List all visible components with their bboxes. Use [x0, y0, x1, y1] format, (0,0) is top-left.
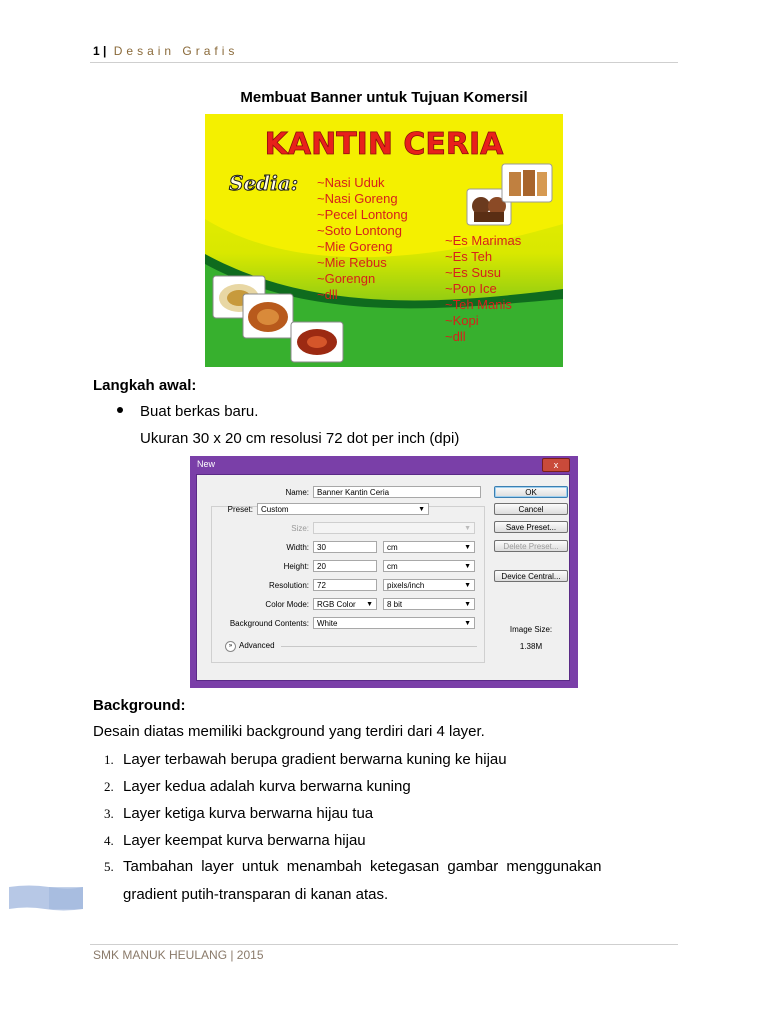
name-label: Name: — [285, 488, 309, 497]
menu-right-item: ~dll — [445, 329, 466, 344]
close-button[interactable]: x — [542, 458, 570, 472]
food-photo-3 — [291, 322, 343, 362]
dropdown-arrow-icon: ▼ — [464, 582, 471, 589]
menu-right-item: ~Es Susu — [445, 265, 502, 280]
list-item-continuation: gradient putih-transparan di kanan atas. — [123, 886, 389, 903]
list-text: Layer keempat kurva berwarna hijau — [123, 832, 366, 849]
height-unit-value: cm — [387, 562, 398, 571]
footer-divider — [90, 944, 678, 945]
menu-left-item: ~Nasi Goreng — [317, 191, 398, 206]
resolution-field[interactable]: 72 — [313, 579, 377, 591]
cancel-button[interactable]: Cancel — [494, 503, 568, 515]
bgcontents-label: Background Contents: — [229, 619, 309, 628]
resolution-unit-value: pixels/inch — [387, 581, 425, 590]
footer-text: SMK MANUK HEULANG | 2015 — [93, 948, 264, 962]
food-photo-2 — [243, 294, 293, 338]
width-field[interactable]: 30 — [313, 541, 377, 553]
bgcontents-value: White — [317, 619, 338, 628]
drink-photo-2 — [502, 164, 552, 202]
list-number: 3. — [104, 806, 114, 821]
list-number: 1. — [104, 752, 114, 767]
menu-right-item: ~Es Teh — [445, 249, 493, 264]
bullet-icon — [117, 407, 123, 413]
menu-right-item: ~Pop Ice — [445, 281, 497, 296]
colormode-value: RGB Color — [317, 600, 356, 609]
list-text: Layer terbawah berupa gradient berwarna kuning ke hijau — [123, 751, 507, 768]
bitdepth-value: 8 bit — [387, 600, 403, 609]
device-central-button[interactable]: Device Central... — [494, 570, 568, 582]
document-title: Membuat Banner untuk Tujuan Komersil — [240, 89, 528, 106]
bgcontents-select[interactable] — [313, 617, 475, 629]
dropdown-arrow-icon: ▼ — [464, 601, 471, 608]
page-header — [93, 44, 238, 58]
heading-colon: : — [191, 377, 197, 394]
heading-text: Background — [93, 697, 181, 714]
resolution-label: Resolution: — [268, 581, 309, 590]
dropdown-arrow-icon: ▼ — [464, 620, 471, 627]
list-item — [104, 832, 366, 849]
header-separator: | — [103, 44, 107, 58]
bitdepth-select[interactable] — [383, 598, 475, 610]
header-divider — [90, 62, 678, 63]
save-preset-button[interactable]: Save Preset... — [494, 521, 568, 533]
menu-left-item: ~Nasi Uduk — [317, 175, 385, 190]
menu-left-item: ~dll — [317, 287, 338, 302]
ok-button[interactable]: OK — [494, 486, 568, 498]
preset-select[interactable] — [257, 503, 429, 515]
preset-label: Preset: — [227, 505, 253, 514]
list-text: Tambahan layer untuk menambah ketegasan gambar menggunakan — [123, 858, 602, 875]
menu-left-item: ~Mie Rebus — [317, 255, 387, 270]
banner-lead: Sedia: — [229, 171, 299, 195]
height-label: Height: — [283, 562, 309, 571]
list-text: Layer kedua adalah kurva berwarna kuning — [123, 778, 411, 795]
background-intro: Desain diatas memiliki background yang terdiri dari 4 layer. — [93, 723, 485, 740]
image-size-label: Image Size: — [509, 625, 553, 634]
list-item — [104, 778, 411, 795]
menu-right-item: ~Kopi — [445, 313, 479, 328]
menu-left-item: ~Mie Goreng — [317, 239, 393, 254]
dropdown-arrow-icon: ▼ — [464, 563, 471, 570]
page-number: 1 — [93, 44, 100, 58]
dialog-title: New — [197, 459, 216, 469]
preset-value: Custom — [261, 505, 289, 514]
banner-image — [205, 114, 563, 367]
colormode-select[interactable] — [313, 598, 377, 610]
colormode-label: Color Mode: — [265, 600, 309, 609]
dropdown-arrow-icon: ▼ — [464, 544, 471, 551]
section-heading-background — [93, 697, 186, 714]
size-detail-text: Ukuran 30 x 20 cm resolusi 72 dot per inch (dpi) — [140, 430, 460, 447]
delete-preset-button: Delete Preset... — [494, 540, 568, 552]
heading-colon: : — [180, 697, 186, 714]
heading-text: Langkah awal — [93, 377, 192, 394]
menu-left-item: ~Soto Lontong — [317, 223, 402, 238]
width-unit-value: cm — [387, 543, 398, 552]
menu-right-item: ~Es Marimas — [445, 233, 522, 248]
list-item — [104, 858, 676, 875]
dialog-body — [196, 474, 570, 681]
height-unit-select[interactable] — [383, 560, 475, 572]
image-size-value: 1.38M — [519, 642, 543, 651]
size-label: Size: — [291, 524, 309, 533]
size-select — [313, 522, 475, 534]
list-number: 5. — [104, 859, 114, 874]
expand-advanced-icon[interactable]: » — [225, 641, 236, 652]
list-number: 2. — [104, 779, 114, 794]
list-item — [104, 751, 507, 768]
width-label: Width: — [286, 543, 309, 552]
list-item — [104, 805, 373, 822]
dropdown-arrow-icon: ▼ — [366, 601, 373, 608]
resolution-unit-select[interactable] — [383, 579, 475, 591]
dropdown-arrow-icon: ▼ — [418, 506, 425, 513]
new-document-dialog — [190, 456, 578, 688]
name-field[interactable]: Banner Kantin Ceria — [313, 486, 481, 498]
height-field[interactable]: 20 — [313, 560, 377, 572]
banner-title: KANTIN CERIA — [264, 127, 504, 162]
section-heading-langkah — [93, 377, 196, 394]
dropdown-arrow-icon: ▼ — [464, 525, 471, 532]
advanced-divider — [281, 646, 477, 647]
width-unit-select[interactable] — [383, 541, 475, 553]
menu-right-item: ~Teh Manis — [445, 297, 512, 312]
menu-left-item: ~Gorengn — [317, 271, 376, 286]
advanced-label: Advanced — [239, 641, 275, 650]
list-text: Layer ketiga kurva berwarna hijau tua — [123, 805, 374, 822]
decorative-wave — [9, 884, 83, 912]
bullet-text: Buat berkas baru. — [140, 403, 259, 420]
header-title: Desain Grafis — [113, 44, 239, 58]
list-number: 4. — [104, 833, 114, 848]
menu-left-item: ~Pecel Lontong — [317, 207, 408, 222]
